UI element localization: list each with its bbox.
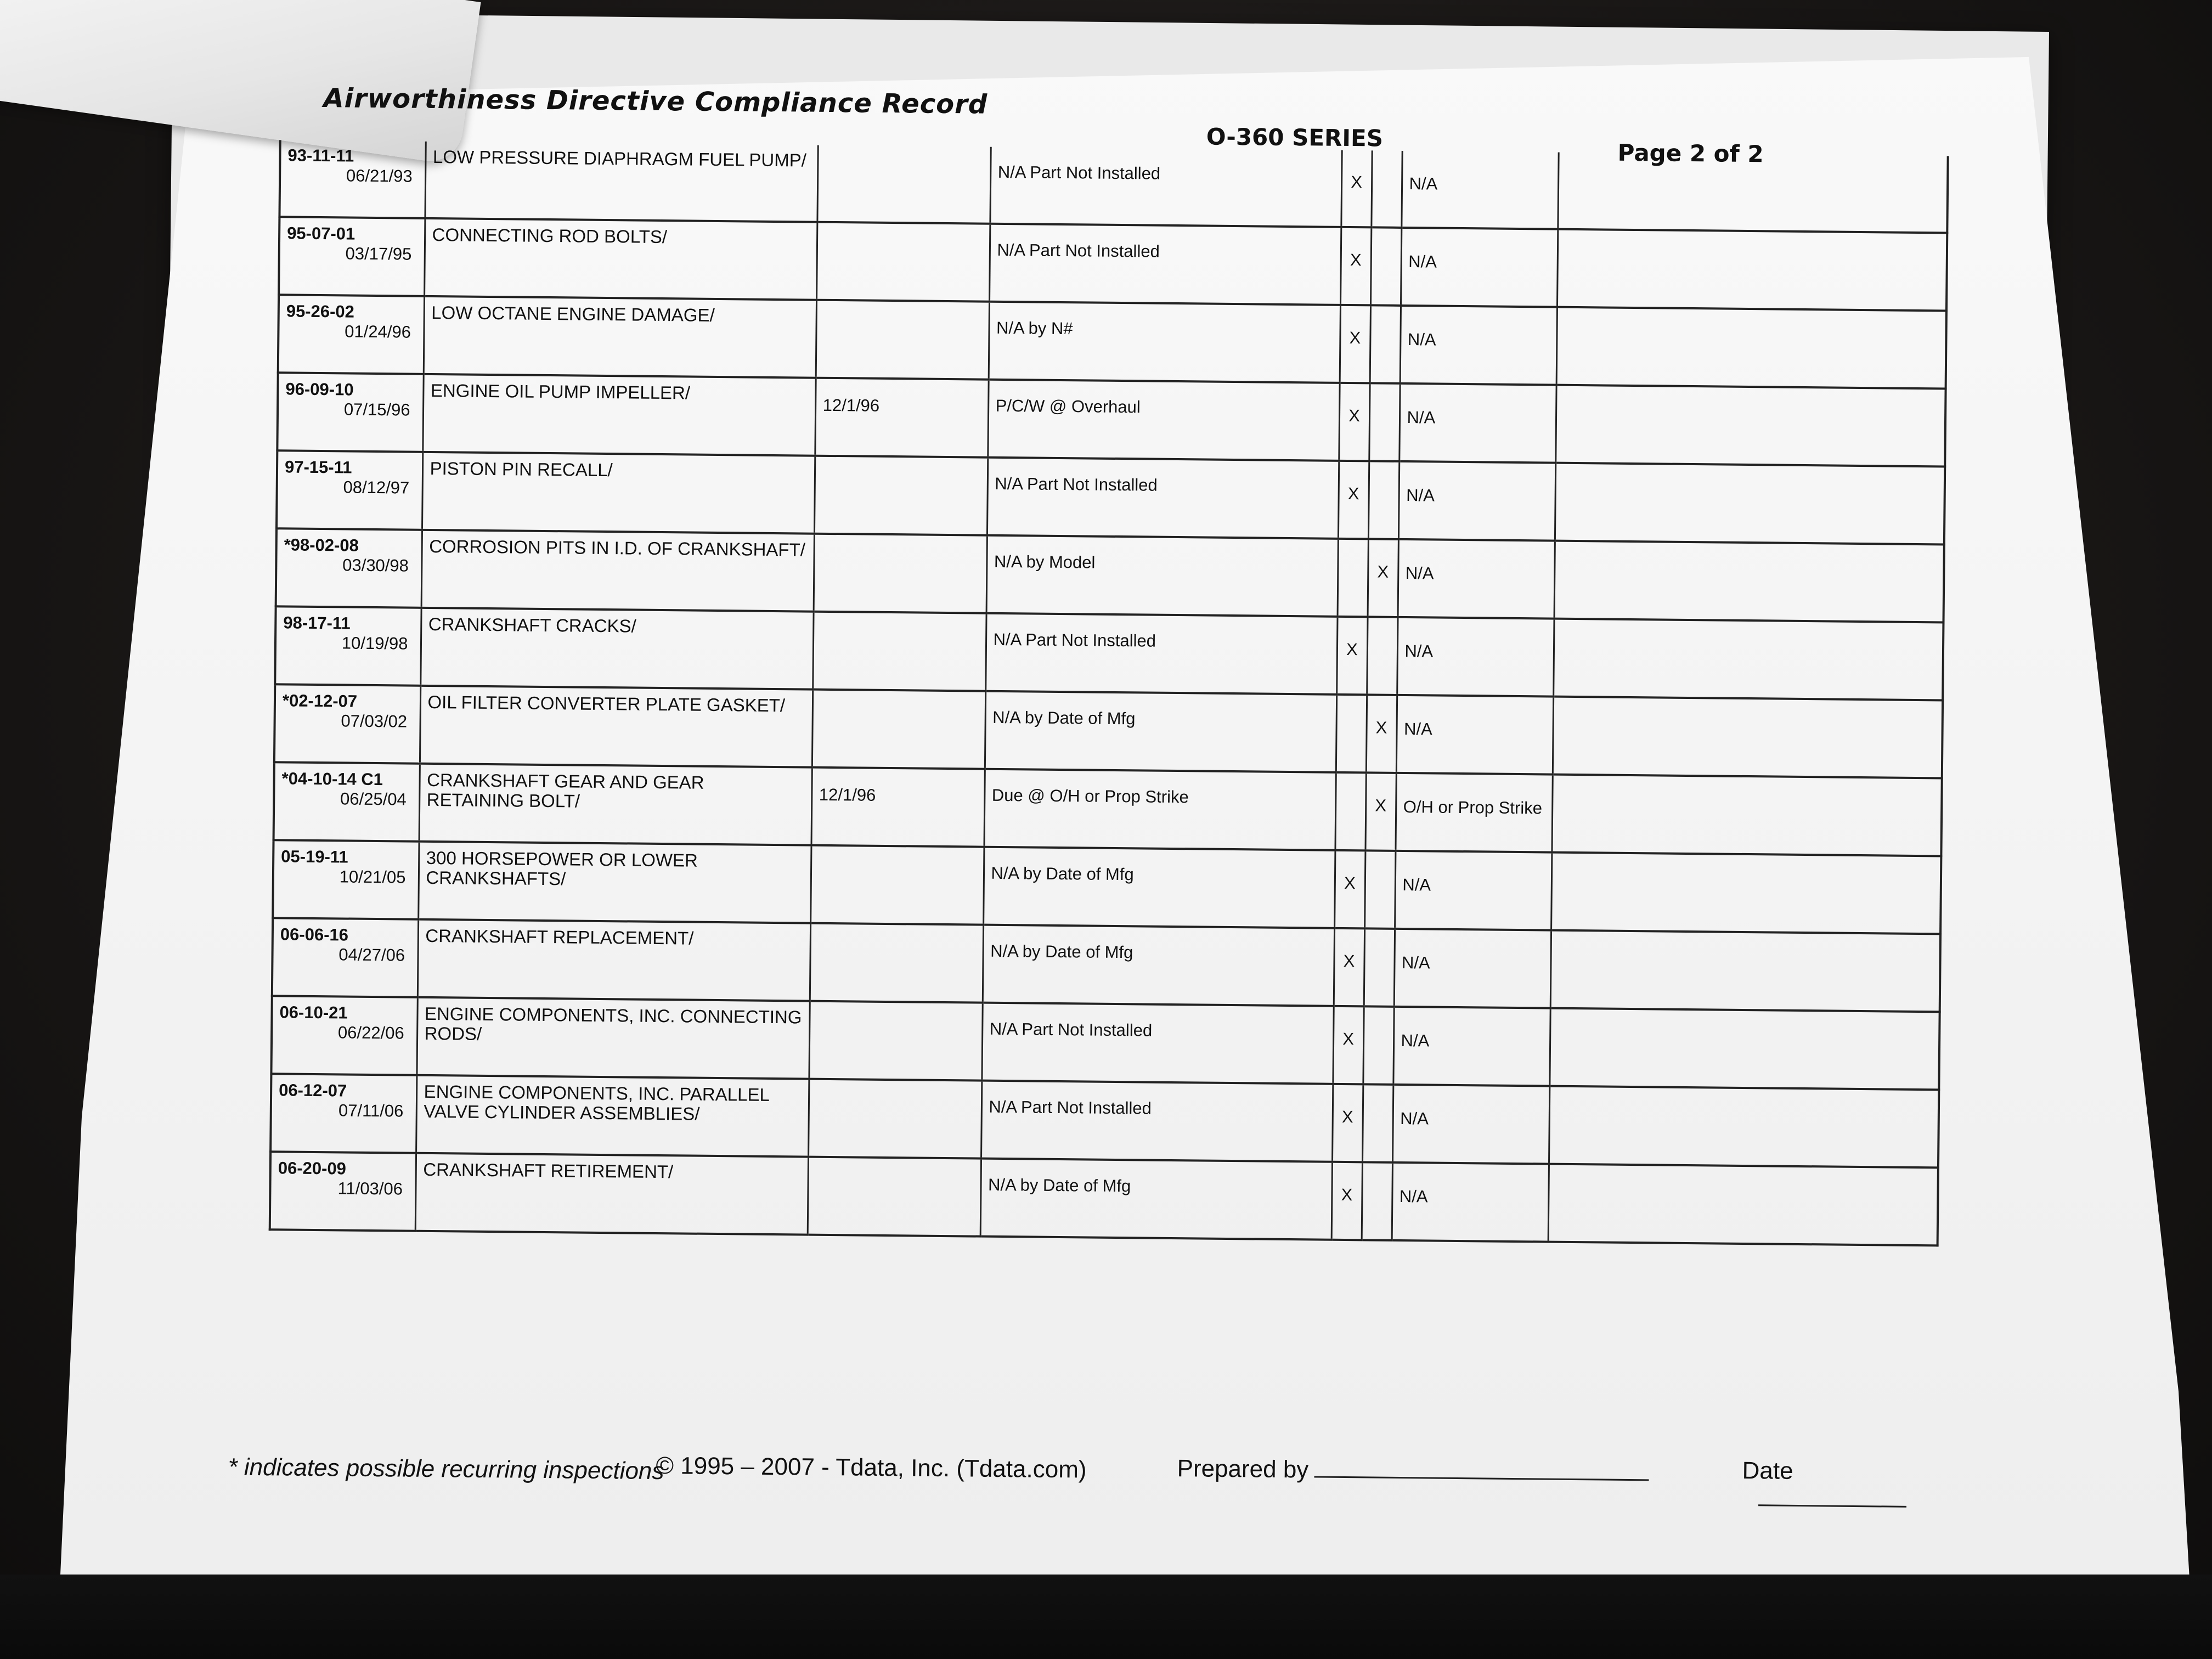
- method-cell: N/A by Date of Mfg: [980, 1159, 1332, 1240]
- notes-cell: [1549, 1086, 1939, 1168]
- method-cell: N/A by N#: [989, 302, 1340, 383]
- notes-cell: [1555, 385, 1945, 467]
- ad-number-cell: [271, 996, 417, 1075]
- ad-effective-date: 03/17/95: [345, 244, 412, 264]
- ad-number: 06-12-07: [279, 1080, 347, 1101]
- ad-number: *98-02-08: [284, 535, 359, 555]
- ad-number: 93-11-11: [287, 145, 354, 166]
- prepared-by-label: Prepared by: [1177, 1455, 1309, 1483]
- mark-col1-cell: X: [1332, 1084, 1363, 1163]
- mark-col2-cell: [1362, 1084, 1393, 1163]
- subject-cell: CRANKSHAFT REPLACEMENT/: [417, 919, 810, 1001]
- complied-date-cell: [814, 456, 988, 535]
- ad-effective-date: 11/03/06: [337, 1178, 403, 1199]
- method-cell: N/A by Model: [986, 535, 1338, 617]
- ad-effective-date: 07/03/02: [341, 711, 408, 731]
- recurring-cell: N/A: [1395, 851, 1551, 930]
- method-cell: N/A Part Not Installed: [987, 458, 1339, 539]
- mark-col1-cell: X: [1339, 383, 1369, 461]
- ad-number: 95-26-02: [286, 301, 355, 321]
- ad-effective-date: 10/19/98: [341, 633, 408, 653]
- mark-col1-cell: X: [1340, 305, 1370, 383]
- complied-date-cell: [808, 1079, 981, 1159]
- ad-number: 96-09-10: [285, 379, 354, 399]
- ad-number: 97-15-11: [284, 457, 352, 477]
- ad-number: 05-19-11: [281, 847, 348, 867]
- ad-effective-date: 01/24/96: [345, 321, 411, 342]
- recurring-cell: N/A: [1398, 539, 1555, 619]
- document-footer: [228, 1443, 1951, 1503]
- method-cell: N/A Part Not Installed: [989, 224, 1341, 305]
- mark-col1-cell: X: [1340, 227, 1371, 306]
- notes-cell: [1551, 775, 1942, 856]
- recurring-cell: N/A: [1392, 1085, 1549, 1164]
- ad-number-cell: [270, 1152, 416, 1231]
- subject-cell: LOW PRESSURE DIAPHRAGM FUEL PUMP/: [425, 142, 817, 222]
- mark-col2-cell: [1363, 1006, 1393, 1085]
- complied-date-cell: [809, 1001, 982, 1081]
- complied-date-cell: [808, 1157, 981, 1237]
- document-title: Airworthiness Directive Compliance Record: [323, 83, 988, 120]
- ad-effective-date: 07/15/96: [343, 399, 410, 420]
- subject-cell: ENGINE OIL PUMP IMPELLER/: [422, 374, 815, 456]
- copyright-text: © 1995 – 2007 - Tdata, Inc. (Tdata.com): [656, 1452, 1087, 1483]
- notes-cell: [1553, 619, 1943, 701]
- notes-cell: [1558, 153, 1948, 233]
- subject-cell: LOW OCTANE ENGINE DAMAGE/: [424, 296, 816, 378]
- ad-number-cell: [278, 295, 424, 374]
- subject-cell: ENGINE COMPONENTS, INC. CONNECTING RODS/: [416, 997, 809, 1079]
- ad-number-cell: [275, 606, 421, 686]
- mark-col2-cell: [1370, 227, 1401, 306]
- subject-cell: CRANKSHAFT CRACKS/: [420, 608, 813, 690]
- ad-effective-date: 06/21/93: [346, 166, 413, 186]
- ad-number-cell: [277, 373, 423, 452]
- table-row: [270, 1152, 1938, 1245]
- notes-cell: [1549, 1008, 1939, 1090]
- mark-col2-cell: [1364, 928, 1395, 1007]
- recurring-cell: N/A: [1399, 383, 1556, 463]
- ad-number-cell: [270, 1074, 416, 1153]
- recurring-cell: N/A: [1393, 1007, 1550, 1086]
- mark-col1-cell: X: [1333, 1006, 1363, 1085]
- date-line: [1758, 1488, 1906, 1508]
- recurring-cell: N/A: [1396, 695, 1553, 775]
- ad-number: *04-10-14 C1: [281, 769, 383, 789]
- mark-col1-cell: [1338, 539, 1368, 617]
- ad-number: 95-07-01: [287, 223, 356, 244]
- mark-col1-cell: X: [1331, 1162, 1362, 1240]
- ad-effective-date: 06/22/06: [337, 1023, 404, 1043]
- date-field: [1742, 1457, 1951, 1514]
- engine-series: O-360 SERIES: [1206, 123, 1384, 152]
- ad-number-cell: [279, 140, 425, 218]
- ad-number-cell: [272, 918, 418, 997]
- prepared-by-field: [1177, 1455, 1649, 1487]
- mark-col2-cell: X: [1368, 539, 1398, 617]
- notes-cell: [1548, 1164, 1938, 1246]
- ad-number-cell: [274, 762, 420, 842]
- mark-col1-cell: X: [1336, 617, 1367, 695]
- recurring-cell: N/A: [1401, 228, 1558, 307]
- recurring-cell: O/H or Prop Strike: [1395, 773, 1552, 853]
- recurring-footnote: * indicates possible recurring inspections: [228, 1453, 664, 1485]
- complied-date-cell: [812, 612, 986, 691]
- recurring-cell: N/A: [1397, 617, 1554, 697]
- ad-number: 06-10-21: [279, 1002, 348, 1023]
- complied-date-cell: [814, 534, 987, 613]
- table-surface: [0, 1575, 2212, 1659]
- page-number: Page 2 of 2: [1617, 139, 1764, 168]
- ad-effective-date: 10/21/05: [339, 867, 406, 887]
- complied-date-cell: [816, 222, 990, 302]
- complied-date-cell: [810, 845, 984, 925]
- recurring-cell: N/A: [1392, 1163, 1549, 1242]
- method-cell: N/A Part Not Installed: [990, 147, 1341, 227]
- method-cell: Due @ O/H or Prop Strike: [984, 769, 1335, 850]
- ad-effective-date: 03/30/98: [342, 555, 409, 575]
- mark-col1-cell: X: [1338, 461, 1369, 539]
- mark-col2-cell: X: [1365, 772, 1396, 851]
- method-cell: N/A Part Not Installed: [985, 613, 1337, 695]
- ad-number: 06-20-09: [278, 1158, 347, 1178]
- mark-col2-cell: [1364, 850, 1395, 929]
- date-label: Date: [1742, 1457, 1793, 1485]
- subject-cell: CRANKSHAFT RETIREMENT/: [415, 1153, 808, 1235]
- recurring-cell: N/A: [1394, 929, 1551, 1008]
- ad-number-cell: [274, 684, 420, 764]
- mark-col2-cell: [1367, 617, 1397, 695]
- notes-cell: [1550, 930, 1940, 1012]
- subject-cell: CRANKSHAFT GEAR AND GEAR RETAINING BOLT/: [419, 764, 812, 845]
- subject-cell: OIL FILTER CONVERTER PLATE GASKET/: [420, 686, 812, 768]
- ad-number: 06-06-16: [280, 924, 349, 945]
- mark-col2-cell: [1368, 461, 1399, 539]
- subject-cell: CONNECTING ROD BOLTS/: [424, 218, 817, 300]
- mark-col1-cell: [1336, 695, 1367, 773]
- complied-date-cell: [810, 923, 983, 1003]
- subject-cell: 300 HORSEPOWER OR LOWER CRANKSHAFTS/: [418, 842, 811, 923]
- ad-compliance-document: [228, 71, 1964, 1542]
- notes-cell: [1551, 853, 1941, 934]
- ad-number-cell: [273, 840, 419, 919]
- ad-table: [269, 140, 1949, 1246]
- method-cell: N/A by Date of Mfg: [983, 925, 1334, 1006]
- subject-cell: PISTON PIN RECALL/: [422, 452, 815, 534]
- ad-number: *02-12-07: [282, 691, 358, 711]
- subject-cell: CORROSION PITS IN I.D. OF CRANKSHAFT/: [421, 530, 814, 612]
- ad-effective-date: 04/27/06: [338, 945, 405, 965]
- mark-col2-cell: [1369, 383, 1400, 461]
- method-cell: N/A Part Not Installed: [981, 1003, 1333, 1084]
- ad-effective-date: 06/25/04: [340, 789, 407, 809]
- complied-date-cell: [812, 690, 985, 769]
- ad-number-cell: [276, 450, 422, 530]
- mark-col2-cell: X: [1366, 695, 1397, 773]
- method-cell: N/A Part Not Installed: [981, 1081, 1333, 1162]
- notes-cell: [1557, 229, 1947, 311]
- mark-col1-cell: X: [1334, 850, 1365, 929]
- notes-cell: [1555, 463, 1945, 545]
- method-cell: P/C/W @ Overhaul: [988, 380, 1339, 461]
- notes-cell: [1553, 697, 1943, 778]
- ad-number: 98-17-11: [283, 613, 351, 633]
- complied-date-cell: 12/1/96: [811, 768, 985, 847]
- method-cell: N/A by Date of Mfg: [983, 847, 1335, 928]
- mark-col2-cell: [1362, 1162, 1392, 1240]
- recurring-cell: N/A: [1401, 151, 1558, 229]
- recurring-cell: N/A: [1400, 306, 1557, 385]
- mark-col2-cell: [1371, 150, 1402, 228]
- complied-date-cell: [817, 145, 990, 224]
- prepared-by-line: [1314, 1460, 1649, 1481]
- ad-effective-date: 08/12/97: [343, 477, 410, 498]
- method-cell: N/A by Date of Mfg: [985, 691, 1336, 772]
- notes-cell: [1556, 307, 1946, 389]
- complied-date-cell: [816, 300, 989, 380]
- complied-date-cell: 12/1/96: [815, 378, 988, 458]
- mark-col2-cell: [1370, 305, 1401, 383]
- mark-col1-cell: X: [1341, 150, 1372, 228]
- notes-cell: [1554, 541, 1944, 623]
- ad-number-cell: [276, 528, 422, 608]
- ad-effective-date: 07/11/06: [338, 1101, 404, 1121]
- recurring-cell: N/A: [1398, 461, 1555, 541]
- mark-col1-cell: [1335, 772, 1365, 851]
- ad-number-cell: [279, 217, 425, 296]
- subject-cell: ENGINE COMPONENTS, INC. PARALLEL VALVE CYLINDER ASSEMBLIES/: [416, 1075, 809, 1157]
- mark-col1-cell: X: [1334, 928, 1364, 1007]
